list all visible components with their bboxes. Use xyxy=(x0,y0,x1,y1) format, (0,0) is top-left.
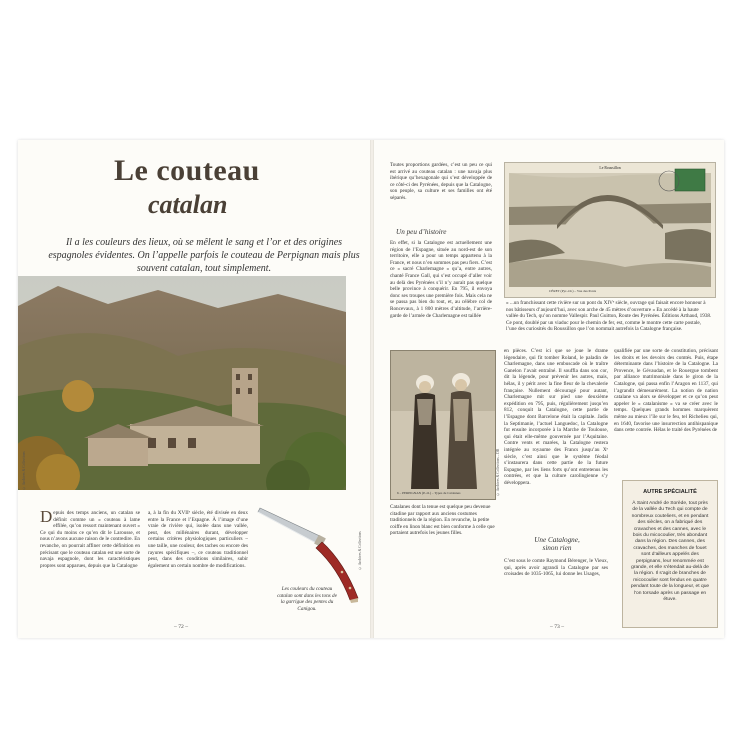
left-col-1 xyxy=(40,507,140,620)
right-col-1-top-text: Toutes proportions gardées, c’est un peu ce qui est arrivé au couteau catalan : une navaja plus ibérique qu’hexagonale qui s’est développée de ce côté-ci des Pyrénées, depuis que la Catalogne, son peuple, sa culture et ses familles ont été séparés. xyxy=(390,162,492,201)
right-page-number: – 73 – xyxy=(550,624,564,630)
women-credit: © Archives & Collections – DR xyxy=(496,448,500,496)
bridge-caption: « ...un franchissant cette rivière sur un pont du XIVᵉ siècle, ouvrage qui faisait encore honneur à nos bâtisseurs d’aujourd’hui, avec son arche de 45 mètres d’ouverture » En accédé à la haute vallée du Tech, qu’on nomme Vallespir. Paul Guitton, Route des Pyrénées. Éditions Arthaud, 1938. Ce pont, doublé par un viaduc pour le chemin de fer, est, comme le montre cette carte postale, l’une des curiosités du Roussillon que l’on nommait autrefois la Catalogne française. xyxy=(506,300,712,333)
women-caption: Catalanes dont la tenue est quelque peu devenue citadine par rapport aux anciens costumes traditionnels de la région. En revanche, la petite coiffe en linon blanc est bien conforme à celle que portaient autrefois les jeunes filles. xyxy=(390,504,495,537)
left-col-2 xyxy=(148,510,248,620)
women-illustration xyxy=(391,351,495,499)
right-col-1-bottom-text: En effet, si la Catalogne est actuellement une région de l’Espagne, située au nord-est de son territoire, elle a pour un temps appartenu à la France, et nous n’en sommes pas peu fiers. C’est ce « sacré Charlemagne » qu’a, entre autres, chanté France Gall, qui s’est occupé d’aller voir au delà des Pyrénées s’il n’y aurait pas quelque belle province à conquérir. En 795, il envoya donc ses troupes une première fois. Mais cela ne se passa pas bien du tout, et, au célèbre col de Roncevaux, à 1 800 mètres d’altitude, l’arrière-garde de l’armée de Charlemagne est taillée xyxy=(390,240,492,319)
catalan-women-photo xyxy=(390,350,496,500)
right-col-2-bottom xyxy=(504,558,608,598)
left-col-2-text: a, à la fin du XVIIᵉ siècle, été divisée en deux entre la France et l’Espagne. À l’image d’une vraie de rivière qui, isolée dans une vallée, peut, des millénaires durant, développer certains critères physiologiques particuliers – une taille, une couleur, des taches ou encore des rayures spécifiques –, ce couteau traditionnel peut, dans des conditions similaires, subir également un certain nombre de modifications. xyxy=(148,510,248,569)
knife-credit: © Archives & Collections xyxy=(358,531,362,570)
lead-paragraph: Il a les couleurs des lieux, où se mêlent le sang et l’or et des origines espagnoles évidentes. On l’appelle parfois le couteau de Perpignan mais plus souvent catalan, tout simplement. xyxy=(48,237,360,274)
left-page-number: – 72 – xyxy=(174,624,188,630)
bridge-postcard xyxy=(504,162,716,298)
subhead-catalogne-line-2: sinon rien xyxy=(542,544,572,552)
right-col-2 xyxy=(504,348,608,532)
postcard-caption: CÉRET (Pyr.-Or.) – Vue des Ponts xyxy=(549,289,597,293)
title-line-1: Le couteau xyxy=(114,154,260,187)
postage-stamp xyxy=(675,169,705,191)
specialty-sidebox xyxy=(622,480,718,628)
right-col-2-bottom-text: C’est sous le comte Raymond Bérenger, le Vieux, qui, après avoir agrandi la Catalogne par ses croisades de 1035-1065, lui donne les Usages, xyxy=(504,558,608,578)
bridge-illustration xyxy=(505,163,715,297)
knife-caption: Les couleurs du couteau catalan sont dans les tons de la garrigue des pentes du Canigou. xyxy=(277,586,337,612)
sidebox-title: AUTRE SPÉCIALITÉ xyxy=(643,489,697,495)
right-page xyxy=(374,140,724,638)
title-line-2: catalan xyxy=(148,190,228,219)
right-col-1-bottom xyxy=(390,240,492,348)
book-spread xyxy=(18,140,724,638)
right-col-3-text: qualifiée par une sorte de constitution, précisant les droits et les devoirs des comtés. Puis, étape déterminante dans l’histoire de la Catalogne. La Provence, le Gévaudan, et le Rouergue tombent par alliance matrimoniale dans le giron de la Catalogne, qui passa enfin l’Aragon en 1137, qui l’agrandit démesurément. La notion de nation catalane va alors se développer et ce qu’on peut appeler le « catalanisme » va se créer avec le temps. Quelques grands hommes marquèrent même au mieux l’île sur le feu, tel Richelieu qui, en 1640, favorise une insurrection antihispanique dans cette contrée. Hélas le traité des Pyrénées de xyxy=(614,348,718,434)
left-col-1-text: epuis des temps anciens, un catalan se définit comme un « couteau à lame effilée, qu’on ressort maintenant ouvert » Ce qui du moins ce qu’en dit le Larousse, et nous n’avons aucune raison de le contredire. En revanche, on pourrait affiner cette définition en précisant que le couteau catalan est une sorte de navaja espagnole, dont les caractéristiques propres sont apparues, depuis que la Catalogne xyxy=(40,510,140,569)
subhead-catalogne-line-1: Une Catalogne, xyxy=(534,536,580,544)
right-col-1-top xyxy=(390,162,492,224)
women-photo-caption: 6 – PERPIGNAN (P.-O.) – Types de Catalanes xyxy=(397,491,461,495)
subhead-history: Un peu d’histoire xyxy=(396,228,447,236)
sidebox-text: À Saint André de Sorède, tout près de la vallée du Tech qui compte de nombreux couteliers, et en pendant des siècles, on a fabriqué des cravaches et des cannes, avec le bois du micocoulier, très abondant dans la région. Des cannes, des cravaches, des manches de fouet sont d’ailleurs appelés des perpignans, leur renommée est grande, et elle s’étendait au-delà de la région. Il s’agit de branches de micocoulier sont fendus en quatre pendant toute de la longueur, et que l’on torsade après un passage en étuve. xyxy=(630,501,710,603)
right-col-2-text: en pièces. C’est ici que se joue le drame légendaire, qui fit tomber Roland, le paladin de Charlemagne, dans une embuscade où le traître Ganelon l’avait entraîné. Il souffla dans son cor, dit la légende, pour prévenir les autres, mais, hélas, il y périt avec la fine fleur de la chevalerie française. Nullement découragé pour autant, Charlemagne mit sur pied une deuxième expédition en 795, puis, régulièrement jusqu’en 812, conquit la Catalogne, cette partie de l’Espagne dont Barcelone était la capitale. Jadis la Septimanie, l’actuel Languedoc, la Catalogne fut ensuite incorporée à la Marche de Toulouse, qui était elle-même gouvernée par l’Aquitaine. Contre vents et marées, la Catalogne restera intégrée au royaume des Francs jusqu’au Xᵉ siècle, c’est ainsi que le système féodal s’instaurera dans cette partie de la future Espagne, par les liens forts qu’ont entretenus les contrées, et que la culture carolingienne s’y développera. xyxy=(504,348,608,486)
monastery-illustration xyxy=(18,276,346,490)
dropcap: D xyxy=(40,507,53,526)
left-page xyxy=(18,140,370,638)
subhead-catalogne xyxy=(520,536,594,552)
right-col-3 xyxy=(614,348,718,474)
monastery-photo xyxy=(18,276,346,490)
postcard-title: Le Roussillon xyxy=(599,166,621,170)
photo-credit: © Archives & Collections xyxy=(22,451,26,490)
